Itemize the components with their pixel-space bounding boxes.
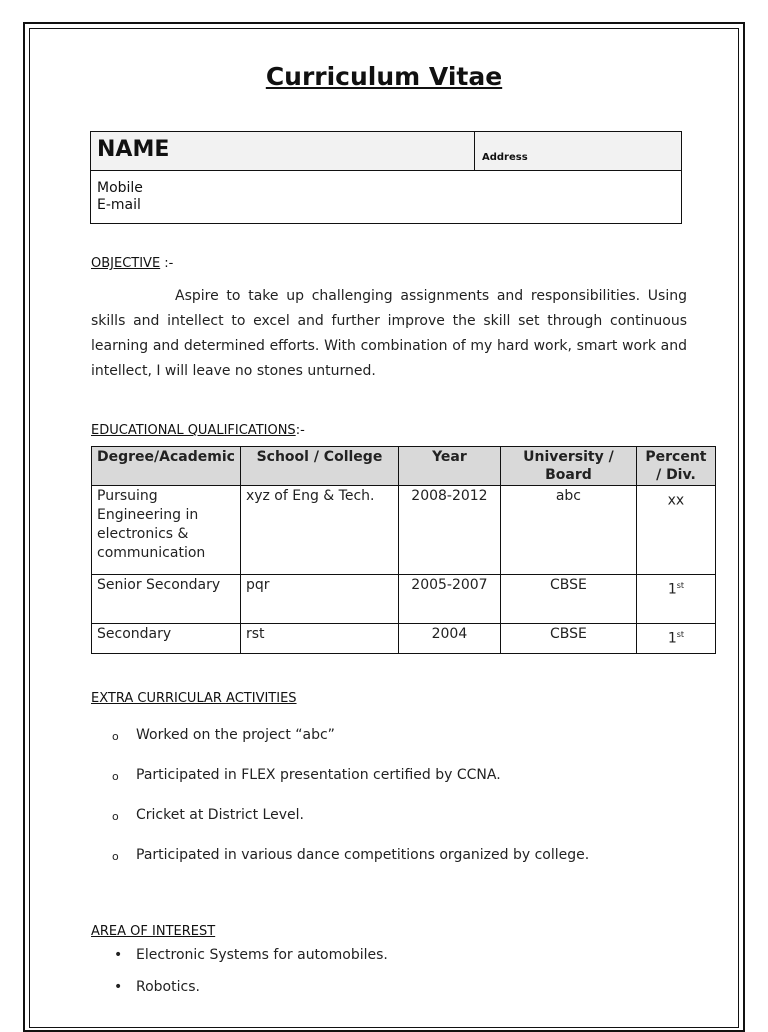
extra-curricular-heading-text: EXTRA CURRICULAR ACTIVITIES [91,691,297,706]
extra-curricular-list [112,727,589,887]
name-row [91,132,681,171]
list-item [112,727,589,767]
circle-bullet-icon: o [112,730,119,743]
address-label: Address [482,152,528,163]
cell-school: pqr [240,575,398,624]
objective-heading-suffix: :- [160,256,174,271]
contact-block [97,180,143,214]
list-item-text: Robotics. [136,979,200,995]
percent-value: xx [667,492,685,509]
interest-list [112,947,388,1011]
education-heading-suffix: :- [295,423,305,438]
list-item-text: Cricket at District Level. [136,807,304,823]
objective-paragraph [91,284,687,384]
objective-heading-text: OBJECTIVE [91,256,161,271]
education-table [91,446,716,654]
column-header-percent: Percent / Div. [636,447,715,486]
table-row [92,486,716,575]
name-cell [91,132,475,170]
table-row [92,575,716,624]
objective-text: Aspire to take up challenging assignments and responsibilities. Using skills and intellect to excel and further improve the skill set through continuous learning and determined efforts. With combination of my hard work, smart work and intellect, I will leave no stones unturned. [91,288,687,379]
cell-percent [636,575,715,624]
column-header-degree: Degree/Academic [92,447,241,486]
email-label: E-mail [97,197,141,213]
list-item [112,947,388,979]
list-item-text: Worked on the project “abc” [136,727,335,743]
extra-curricular-heading [91,691,297,706]
cell-degree: Pursuing Engineering in electronics & communication [92,486,241,575]
education-heading [91,423,305,438]
circle-bullet-icon: o [112,810,119,823]
cell-degree: Secondary [92,624,241,654]
interest-heading-text: AREA OF INTEREST [91,924,216,939]
cell-year: 2005-2007 [398,575,500,624]
percent-suffix: st [676,630,685,639]
cell-school: rst [240,624,398,654]
table-row [92,624,716,654]
cell-board: CBSE [500,624,636,654]
circle-bullet-icon: o [112,770,119,783]
list-item-text: Participated in various dance competitions organized by college. [136,847,590,863]
cell-percent [636,624,715,654]
cell-board: abc [500,486,636,575]
column-header-school: School / College [240,447,398,486]
cell-percent [636,486,715,575]
list-item [112,847,589,887]
name-label: NAME [97,137,170,162]
table-header-row [92,447,716,486]
percent-suffix: st [676,581,685,590]
list-item-text: Electronic Systems for automobiles. [136,947,388,963]
column-header-board: University / Board [500,447,636,486]
bullet-dot-icon: • [114,947,123,963]
cell-school: xyz of Eng & Tech. [240,486,398,575]
circle-bullet-icon: o [112,850,119,863]
mobile-label: Mobile [97,180,143,196]
cell-board: CBSE [500,575,636,624]
list-item [112,979,388,1011]
cell-year: 2008-2012 [398,486,500,575]
list-item-text: Participated in FLEX presentation certified by CCNA. [136,767,501,783]
list-item [112,807,589,847]
interest-heading [91,924,215,939]
percent-value: 1 [667,630,677,647]
list-item [112,767,589,807]
document-title: Curriculum Vitae [265,62,503,91]
column-header-year: Year [398,447,500,486]
percent-value: 1 [667,581,677,598]
bullet-dot-icon: • [114,979,123,995]
cell-year: 2004 [398,624,500,654]
objective-heading [91,256,173,271]
name-box [90,131,682,224]
cell-degree: Senior Secondary [92,575,241,624]
education-heading-text: EDUCATIONAL QUALIFICATIONS [91,423,296,438]
